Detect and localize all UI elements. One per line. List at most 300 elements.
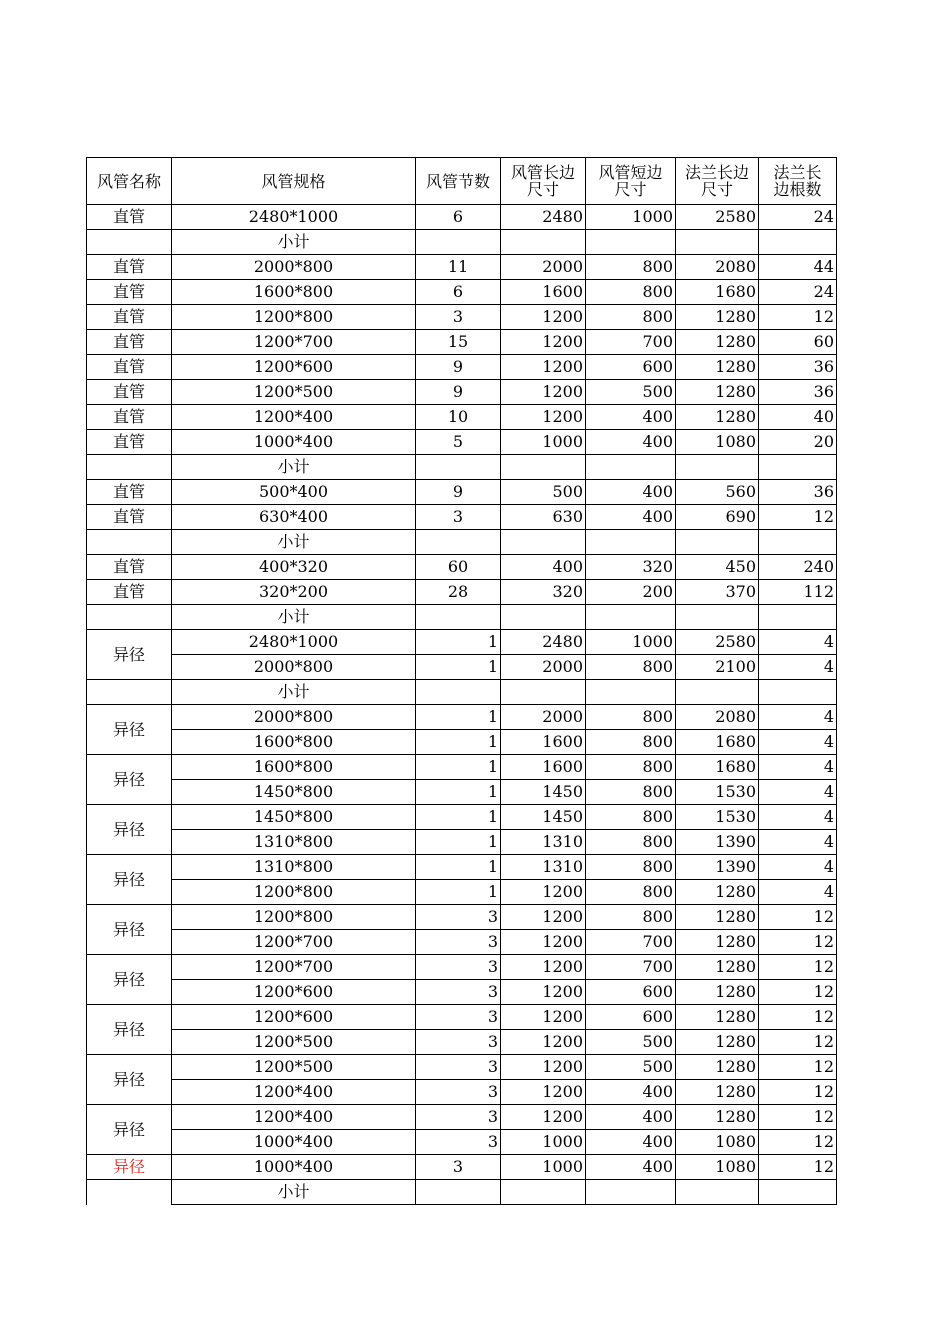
table-row: [87, 755, 837, 780]
empty-cell: [416, 530, 501, 555]
flange-count-cell: 12: [759, 305, 837, 330]
long-side-cell: 1310: [501, 830, 586, 855]
table-row: [87, 1005, 837, 1030]
count-cell: 3: [416, 905, 501, 930]
count-cell: 3: [416, 1155, 501, 1180]
short-side-cell: 400: [586, 405, 676, 430]
flange-count-cell: 112: [759, 580, 837, 605]
table-row: [87, 730, 837, 755]
spec-cell: 1000*400: [172, 1130, 416, 1155]
empty-cell: [759, 530, 837, 555]
empty-cell: [501, 530, 586, 555]
long-side-cell: 1200: [501, 1080, 586, 1105]
count-cell: 1: [416, 780, 501, 805]
table-row: [87, 1055, 837, 1080]
flange-long-cell: 1080: [676, 430, 759, 455]
count-cell: 3: [416, 930, 501, 955]
empty-cell: [416, 1180, 501, 1205]
table-row: [87, 1030, 837, 1055]
long-side-cell: 1200: [501, 330, 586, 355]
long-side-cell: 500: [501, 480, 586, 505]
flange-long-cell: 1390: [676, 830, 759, 855]
short-side-cell: 600: [586, 355, 676, 380]
spec-cell: 1200*500: [172, 380, 416, 405]
spec-cell: 2480*1000: [172, 205, 416, 230]
flange-count-cell: 44: [759, 255, 837, 280]
count-cell: 1: [416, 855, 501, 880]
count-cell: 9: [416, 480, 501, 505]
flange-count-cell: 4: [759, 655, 837, 680]
name-cell: [87, 605, 172, 630]
flange-long-cell: 690: [676, 505, 759, 530]
subtotal-label: 小计: [172, 530, 416, 555]
name-cell: 异径: [87, 905, 172, 955]
flange-long-cell: 1080: [676, 1155, 759, 1180]
empty-cell: [416, 455, 501, 480]
long-side-cell: 1200: [501, 1105, 586, 1130]
short-side-cell: 800: [586, 305, 676, 330]
count-cell: 1: [416, 755, 501, 780]
table-row: [87, 255, 837, 280]
long-side-cell: 1200: [501, 305, 586, 330]
header-label: 法兰长边: [684, 163, 749, 182]
name-cell: 异径: [87, 630, 172, 680]
flange-count-cell: 4: [759, 730, 837, 755]
flange-count-cell: 60: [759, 330, 837, 355]
flange-long-cell: 1280: [676, 305, 759, 330]
name-cell: 直管: [87, 430, 172, 455]
header-label: 尺寸: [614, 180, 647, 199]
spec-cell: 1600*800: [172, 730, 416, 755]
header-label: 风管节数: [425, 171, 490, 191]
spec-cell: 1200*500: [172, 1055, 416, 1080]
name-cell: 直管: [87, 255, 172, 280]
short-side-cell: 700: [586, 330, 676, 355]
flange-count-cell: 12: [759, 1105, 837, 1130]
flange-count-cell: 4: [759, 830, 837, 855]
short-side-cell: 700: [586, 930, 676, 955]
flange-count-cell: 4: [759, 755, 837, 780]
duct-table: [86, 157, 837, 1205]
name-cell: 异径: [87, 1155, 172, 1180]
subtotal-row: [87, 680, 837, 705]
long-side-cell: 2480: [501, 630, 586, 655]
long-side-cell: 2000: [501, 655, 586, 680]
spec-cell: 2000*800: [172, 255, 416, 280]
flange-long-cell: 1680: [676, 755, 759, 780]
table-row: [87, 355, 837, 380]
flange-count-cell: 12: [759, 1030, 837, 1055]
flange-count-cell: 12: [759, 1130, 837, 1155]
table-row: [87, 780, 837, 805]
name-cell: 直管: [87, 355, 172, 380]
name-cell: 异径: [87, 855, 172, 905]
flange-count-cell: 12: [759, 1005, 837, 1030]
flange-count-cell: 20: [759, 430, 837, 455]
flange-count-cell: 12: [759, 930, 837, 955]
spec-cell: 1200*700: [172, 330, 416, 355]
long-side-cell: 1200: [501, 1055, 586, 1080]
subtotal-label: 小计: [172, 605, 416, 630]
header-cell: [416, 158, 501, 205]
name-cell: [87, 455, 172, 480]
flange-long-cell: 1680: [676, 280, 759, 305]
table-row: [87, 305, 837, 330]
name-cell: 异径: [87, 1005, 172, 1055]
header-cell: [501, 158, 586, 205]
long-side-cell: 1600: [501, 755, 586, 780]
empty-cell: [501, 1180, 586, 1205]
count-cell: 28: [416, 580, 501, 605]
subtotal-label: 小计: [172, 1180, 416, 1205]
long-side-cell: 1310: [501, 855, 586, 880]
table-row: [87, 855, 837, 880]
count-cell: 3: [416, 505, 501, 530]
short-side-cell: 1000: [586, 205, 676, 230]
count-cell: 9: [416, 380, 501, 405]
flange-count-cell: 24: [759, 205, 837, 230]
empty-cell: [586, 530, 676, 555]
empty-cell: [501, 455, 586, 480]
empty-cell: [416, 230, 501, 255]
short-side-cell: 400: [586, 1080, 676, 1105]
header-row: [87, 158, 837, 205]
name-cell: 异径: [87, 1055, 172, 1105]
long-side-cell: 1200: [501, 1005, 586, 1030]
flange-long-cell: 1280: [676, 1005, 759, 1030]
flange-count-cell: 12: [759, 505, 837, 530]
spec-cell: 1200*500: [172, 1030, 416, 1055]
short-side-cell: 400: [586, 1105, 676, 1130]
flange-count-cell: 4: [759, 880, 837, 905]
header-label: 尺寸: [526, 180, 559, 199]
flange-long-cell: 1390: [676, 855, 759, 880]
flange-long-cell: 2080: [676, 255, 759, 280]
short-side-cell: 800: [586, 780, 676, 805]
empty-cell: [501, 680, 586, 705]
subtotal-label: 小计: [172, 455, 416, 480]
count-cell: 1: [416, 830, 501, 855]
flange-long-cell: 2100: [676, 655, 759, 680]
flange-long-cell: 1280: [676, 1030, 759, 1055]
long-side-cell: 1200: [501, 405, 586, 430]
name-cell: [87, 1180, 172, 1205]
table-row: [87, 280, 837, 305]
table-row: [87, 555, 837, 580]
long-side-cell: 400: [501, 555, 586, 580]
flange-count-cell: 4: [759, 630, 837, 655]
flange-long-cell: 1280: [676, 955, 759, 980]
count-cell: 60: [416, 555, 501, 580]
count-cell: 6: [416, 280, 501, 305]
count-cell: 3: [416, 305, 501, 330]
table-row: [87, 905, 837, 930]
count-cell: 3: [416, 1030, 501, 1055]
header-label: 风管长边: [510, 163, 575, 182]
table-row: [87, 655, 837, 680]
flange-long-cell: 1530: [676, 805, 759, 830]
short-side-cell: 500: [586, 1030, 676, 1055]
flange-long-cell: 1280: [676, 405, 759, 430]
table-row: [87, 330, 837, 355]
header-label: 边根数: [773, 180, 822, 199]
name-cell: 异径: [87, 805, 172, 855]
flange-long-cell: 1280: [676, 930, 759, 955]
flange-count-cell: 24: [759, 280, 837, 305]
name-cell: 直管: [87, 280, 172, 305]
long-side-cell: 1200: [501, 930, 586, 955]
table-row: [87, 805, 837, 830]
header-label: 风管短边: [598, 163, 663, 182]
spec-cell: 1000*400: [172, 430, 416, 455]
empty-cell: [676, 530, 759, 555]
table-row: [87, 980, 837, 1005]
flange-long-cell: 370: [676, 580, 759, 605]
short-side-cell: 500: [586, 380, 676, 405]
flange-count-cell: 4: [759, 855, 837, 880]
count-cell: 15: [416, 330, 501, 355]
spec-cell: 1200*800: [172, 880, 416, 905]
header-cell: [87, 158, 172, 205]
subtotal-label: 小计: [172, 680, 416, 705]
spec-cell: 1450*800: [172, 805, 416, 830]
short-side-cell: 800: [586, 280, 676, 305]
short-side-cell: 800: [586, 805, 676, 830]
count-cell: 1: [416, 880, 501, 905]
count-cell: 1: [416, 705, 501, 730]
count-cell: 11: [416, 255, 501, 280]
long-side-cell: 2000: [501, 705, 586, 730]
table-row: [87, 630, 837, 655]
name-cell: 异径: [87, 955, 172, 1005]
short-side-cell: 800: [586, 255, 676, 280]
subtotal-row: [87, 605, 837, 630]
spec-cell: 1600*800: [172, 280, 416, 305]
name-cell: 直管: [87, 330, 172, 355]
long-side-cell: 1600: [501, 730, 586, 755]
flange-long-cell: 1280: [676, 330, 759, 355]
count-cell: 3: [416, 1080, 501, 1105]
count-cell: 1: [416, 805, 501, 830]
short-side-cell: 800: [586, 755, 676, 780]
short-side-cell: 600: [586, 980, 676, 1005]
short-side-cell: 800: [586, 655, 676, 680]
short-side-cell: 1000: [586, 630, 676, 655]
flange-long-cell: 1080: [676, 1130, 759, 1155]
header-cell: [676, 158, 759, 205]
long-side-cell: 1200: [501, 955, 586, 980]
name-cell: 直管: [87, 580, 172, 605]
table-row: [87, 880, 837, 905]
flange-count-cell: 12: [759, 1055, 837, 1080]
table-row: [87, 205, 837, 230]
table-row: [87, 505, 837, 530]
header-label: 尺寸: [700, 180, 733, 199]
long-side-cell: 1000: [501, 1130, 586, 1155]
flange-long-cell: 1280: [676, 355, 759, 380]
spec-cell: 2480*1000: [172, 630, 416, 655]
flange-count-cell: 12: [759, 1080, 837, 1105]
empty-cell: [501, 605, 586, 630]
spec-cell: 1450*800: [172, 780, 416, 805]
count-cell: 3: [416, 1105, 501, 1130]
flange-count-cell: 40: [759, 405, 837, 430]
flange-long-cell: 2080: [676, 705, 759, 730]
flange-count-cell: 36: [759, 355, 837, 380]
table-row: [87, 580, 837, 605]
flange-long-cell: 2580: [676, 630, 759, 655]
spec-cell: 1200*600: [172, 355, 416, 380]
empty-cell: [586, 1180, 676, 1205]
short-side-cell: 200: [586, 580, 676, 605]
spec-cell: 1600*800: [172, 755, 416, 780]
table-row: [87, 930, 837, 955]
spec-cell: 1200*800: [172, 305, 416, 330]
short-side-cell: 400: [586, 1130, 676, 1155]
flange-count-cell: 4: [759, 780, 837, 805]
flange-count-cell: 12: [759, 1155, 837, 1180]
long-side-cell: 1450: [501, 780, 586, 805]
spec-cell: 1200*400: [172, 1105, 416, 1130]
short-side-cell: 700: [586, 955, 676, 980]
flange-count-cell: 4: [759, 705, 837, 730]
table-row: [87, 1155, 837, 1180]
spec-cell: 1200*800: [172, 905, 416, 930]
spec-cell: 320*200: [172, 580, 416, 605]
spec-cell: 1000*400: [172, 1155, 416, 1180]
table-row: [87, 1080, 837, 1105]
spec-cell: 500*400: [172, 480, 416, 505]
empty-cell: [676, 230, 759, 255]
name-cell: [87, 530, 172, 555]
count-cell: 3: [416, 1130, 501, 1155]
flange-long-cell: 1280: [676, 980, 759, 1005]
empty-cell: [586, 455, 676, 480]
long-side-cell: 1450: [501, 805, 586, 830]
count-cell: 6: [416, 205, 501, 230]
flange-long-cell: 1280: [676, 1105, 759, 1130]
count-cell: 3: [416, 955, 501, 980]
flange-count-cell: 12: [759, 980, 837, 1005]
name-cell: 异径: [87, 705, 172, 755]
short-side-cell: 400: [586, 480, 676, 505]
short-side-cell: 800: [586, 905, 676, 930]
flange-long-cell: 1280: [676, 1080, 759, 1105]
name-cell: 直管: [87, 205, 172, 230]
header-label: 风管规格: [261, 171, 326, 191]
name-cell: [87, 680, 172, 705]
subtotal-row: [87, 530, 837, 555]
long-side-cell: 1600: [501, 280, 586, 305]
table-row: [87, 430, 837, 455]
table-row: [87, 405, 837, 430]
name-cell: [87, 230, 172, 255]
empty-cell: [416, 680, 501, 705]
flange-count-cell: 12: [759, 905, 837, 930]
flange-long-cell: 1680: [676, 730, 759, 755]
spec-cell: 1200*700: [172, 955, 416, 980]
short-side-cell: 600: [586, 1005, 676, 1030]
table-row: [87, 705, 837, 730]
short-side-cell: 400: [586, 505, 676, 530]
long-side-cell: 1200: [501, 1030, 586, 1055]
flange-long-cell: 2580: [676, 205, 759, 230]
flange-count-cell: 240: [759, 555, 837, 580]
spec-cell: 1310*800: [172, 830, 416, 855]
count-cell: 3: [416, 1055, 501, 1080]
table-row: [87, 480, 837, 505]
spec-cell: 400*320: [172, 555, 416, 580]
short-side-cell: 320: [586, 555, 676, 580]
table-row: [87, 955, 837, 980]
spec-cell: 1200*600: [172, 980, 416, 1005]
name-cell: 直管: [87, 555, 172, 580]
subtotal-label: 小计: [172, 230, 416, 255]
spec-cell: 2000*800: [172, 705, 416, 730]
count-cell: 9: [416, 355, 501, 380]
table-row: [87, 1105, 837, 1130]
long-side-cell: 630: [501, 505, 586, 530]
name-cell: 直管: [87, 380, 172, 405]
flange-long-cell: 560: [676, 480, 759, 505]
subtotal-row: [87, 1180, 837, 1205]
header-label: 法兰长: [773, 163, 822, 182]
empty-cell: [586, 230, 676, 255]
count-cell: 10: [416, 405, 501, 430]
name-cell: 异径: [87, 1105, 172, 1155]
long-side-cell: 1200: [501, 905, 586, 930]
long-side-cell: 1200: [501, 355, 586, 380]
name-cell: 直管: [87, 480, 172, 505]
empty-cell: [586, 605, 676, 630]
count-cell: 1: [416, 630, 501, 655]
flange-count-cell: 4: [759, 805, 837, 830]
short-side-cell: 800: [586, 830, 676, 855]
table-row: [87, 1130, 837, 1155]
header-cell: [586, 158, 676, 205]
empty-cell: [759, 455, 837, 480]
flange-count-cell: 36: [759, 380, 837, 405]
long-side-cell: 1200: [501, 980, 586, 1005]
flange-long-cell: 1280: [676, 1055, 759, 1080]
header-cell: [172, 158, 416, 205]
long-side-cell: 320: [501, 580, 586, 605]
short-side-cell: 800: [586, 730, 676, 755]
spec-cell: 630*400: [172, 505, 416, 530]
short-side-cell: 400: [586, 1155, 676, 1180]
empty-cell: [759, 1180, 837, 1205]
short-side-cell: 800: [586, 880, 676, 905]
flange-long-cell: 450: [676, 555, 759, 580]
flange-long-cell: 1280: [676, 380, 759, 405]
empty-cell: [676, 1180, 759, 1205]
empty-cell: [676, 455, 759, 480]
header-label: 风管名称: [96, 171, 161, 191]
count-cell: 3: [416, 980, 501, 1005]
long-side-cell: 2000: [501, 255, 586, 280]
spec-cell: 1200*400: [172, 1080, 416, 1105]
flange-long-cell: 1280: [676, 905, 759, 930]
subtotal-row: [87, 455, 837, 480]
header-cell: [759, 158, 837, 205]
empty-cell: [759, 230, 837, 255]
empty-cell: [676, 605, 759, 630]
empty-cell: [759, 605, 837, 630]
count-cell: 5: [416, 430, 501, 455]
table-row: [87, 380, 837, 405]
empty-cell: [586, 680, 676, 705]
count-cell: 1: [416, 730, 501, 755]
